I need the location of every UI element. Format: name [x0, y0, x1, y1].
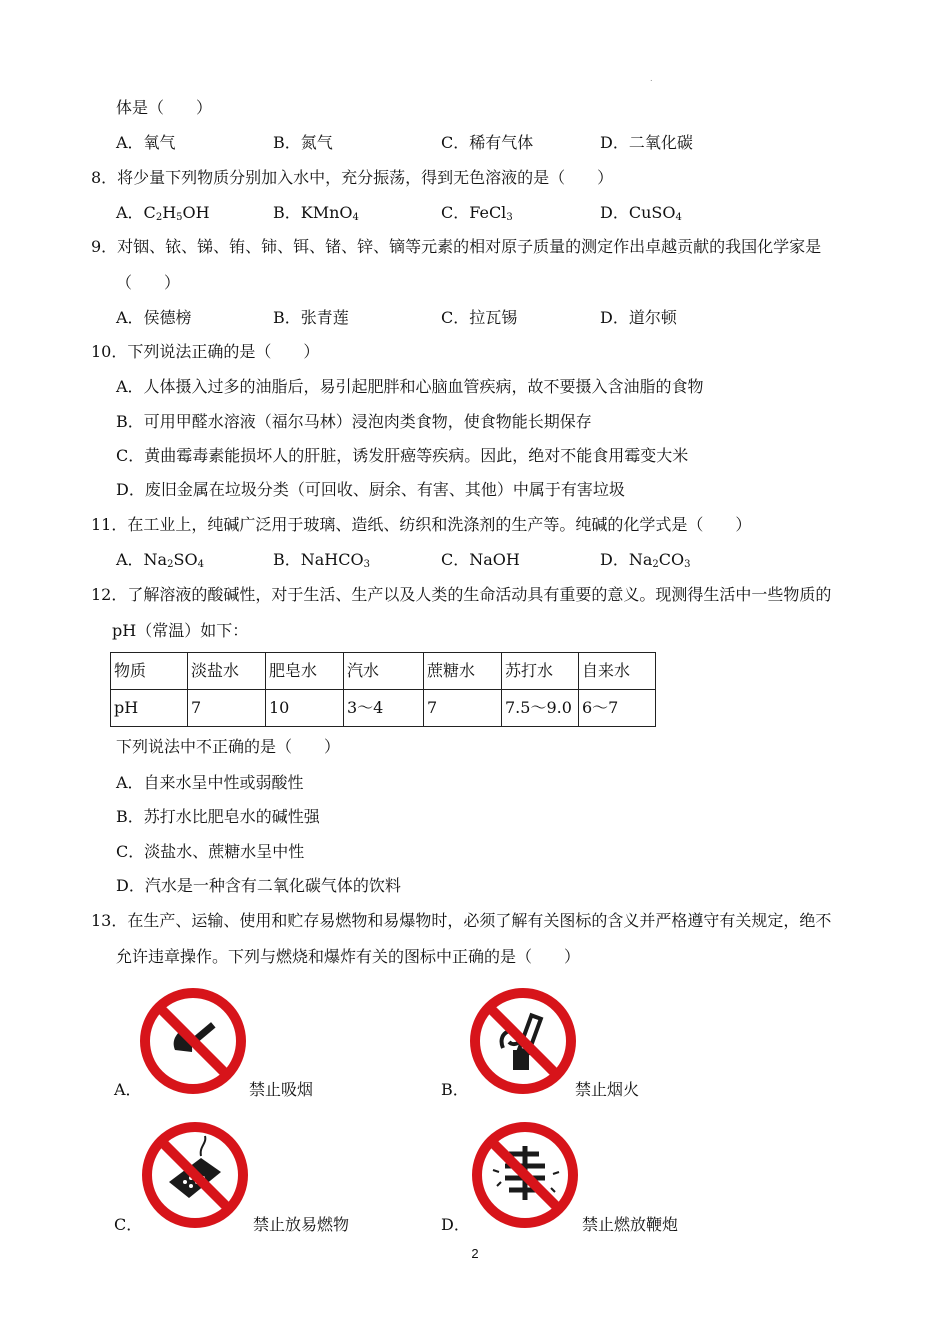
table-cell: 苏打水 [502, 653, 579, 690]
q8-option-c: C．FeCl$_3$ [441, 203, 513, 223]
no-fire-sign-icon [467, 986, 579, 1096]
q13-option-a-letter: A． [114, 1080, 142, 1099]
q12-option-d: D．汽水是一种含有二氧化碳气体的饮料 [116, 876, 401, 895]
q13-option-b-caption: 禁止烟火 [575, 1080, 640, 1099]
q8-option-b: B．KMnO$_4$ [273, 203, 359, 223]
q13-option-d-caption: 禁止燃放鞭炮 [582, 1215, 679, 1234]
q13-stem-line2: 允许违章操作。下列与燃烧和爆炸有关的图标中正确的是（ ） [116, 947, 581, 966]
q7-option-c: C．稀有气体 [441, 133, 534, 152]
q13-option-a-caption: 禁止吸烟 [249, 1080, 314, 1099]
q13-option-c-letter: C． [114, 1215, 143, 1234]
q7-stem-tail: 体是（ ） [116, 98, 213, 117]
q9-answer-paren: （ ） [116, 273, 181, 292]
q9-option-b: B．张青莲 [273, 308, 349, 327]
q10-stem: 10．下列说法正确的是（ ） [91, 342, 320, 361]
table-row [111, 690, 656, 727]
q8-stem: 8．将少量下列物质分别加入水中，充分振荡，得到无色溶液的是（ ） [91, 168, 614, 187]
no-firecrackers-sign-icon [469, 1120, 581, 1230]
no-flammables-sign-icon [139, 1120, 251, 1230]
table-cell: 物质 [111, 653, 188, 690]
q12-stem-line2: pH（常温）如下： [112, 621, 249, 640]
q10-option-c: C．黄曲霉毒素能损坏人的肝脏，诱发肝癌等疾病。因此，绝对不能食用霉变大米 [116, 446, 689, 465]
q12-stem-line1: 12．了解溶液的酸碱性，对于生活、生产以及人类的生命活动具有重要的意义。现测得生活中一些物质的 [91, 585, 832, 604]
q9-option-a: A．侯德榜 [116, 308, 192, 327]
q12-option-a: A．自来水呈中性或弱酸性 [116, 773, 304, 792]
q11-option-d: D．$Na_2CO_3$ [600, 550, 691, 570]
table-cell: 7.5～9.0 [502, 690, 579, 727]
q8-option-a: A．$C_2H_5OH$ [116, 203, 210, 223]
q7-option-d: D．二氧化碳 [600, 133, 693, 152]
q10-option-a: A．人体摄入过多的油脂后，易引起肥胖和心脑血管疾病，故不要摄入含油脂的食物 [116, 377, 704, 396]
table-cell: 7 [424, 690, 502, 727]
page-number: 2 [471, 1246, 479, 1261]
table-cell: 10 [266, 690, 344, 727]
q9-option-c: C．拉瓦锡 [441, 308, 518, 327]
table-cell: 汽水 [344, 653, 424, 690]
table-cell: 6～7 [579, 690, 656, 727]
q7-option-a: A．氧气 [116, 133, 176, 152]
table-cell: 3～4 [344, 690, 424, 727]
q9-stem: 9．对铟、铱、锑、铕、铈、铒、锗、锌、镝等元素的相对原子质量的测定作出卓越贡献的我国化学家是 [91, 237, 822, 256]
table-cell: 肥皂水 [266, 653, 344, 690]
scan-mark: . [650, 74, 653, 83]
q10-option-d: D．废旧金属在垃圾分类（可回收、厨余、有害、其他）中属于有害垃圾 [116, 480, 625, 499]
ph-table [110, 652, 656, 727]
table-cell: 7 [188, 690, 266, 727]
q11-stem: 11．在工业上，纯碱广泛用于玻璃、造纸、纺织和洗涤剂的生产等。纯碱的化学式是（ ） [91, 515, 752, 534]
table-row [111, 653, 656, 690]
q12-question: 下列说法中不正确的是（ ） [116, 737, 341, 756]
q11-option-a: A．$Na_2SO_4$ [116, 550, 204, 570]
table-cell: 自来水 [579, 653, 656, 690]
table-cell: pH [111, 690, 188, 727]
q13-option-b-letter: B． [441, 1080, 469, 1099]
q11-option-c: C．NaOH [441, 550, 520, 569]
q10-option-b: B．可用甲醛水溶液（福尔马林）浸泡肉类食物，使食物能长期保存 [116, 412, 592, 431]
q11-option-b: B．NaHCO$_3$ [273, 550, 370, 570]
q8-option-d: D．CuSO$_4$ [600, 203, 682, 223]
q13-option-c-caption: 禁止放易燃物 [253, 1215, 350, 1234]
table-cell: 淡盐水 [188, 653, 266, 690]
q9-option-d: D．道尔顿 [600, 308, 677, 327]
q13-option-d-letter: D． [441, 1215, 470, 1234]
table-cell: 蔗糖水 [424, 653, 502, 690]
q13-stem-line1: 13．在生产、运输、使用和贮存易燃物和易爆物时，必须了解有关图标的含义并严格遵守有关规定，绝不 [91, 911, 832, 930]
q12-option-b: B．苏打水比肥皂水的碱性强 [116, 807, 320, 826]
q12-option-c: C．淡盐水、蔗糖水呈中性 [116, 842, 305, 861]
q7-option-b: B．氮气 [273, 133, 333, 152]
no-smoking-sign-icon [137, 986, 249, 1096]
